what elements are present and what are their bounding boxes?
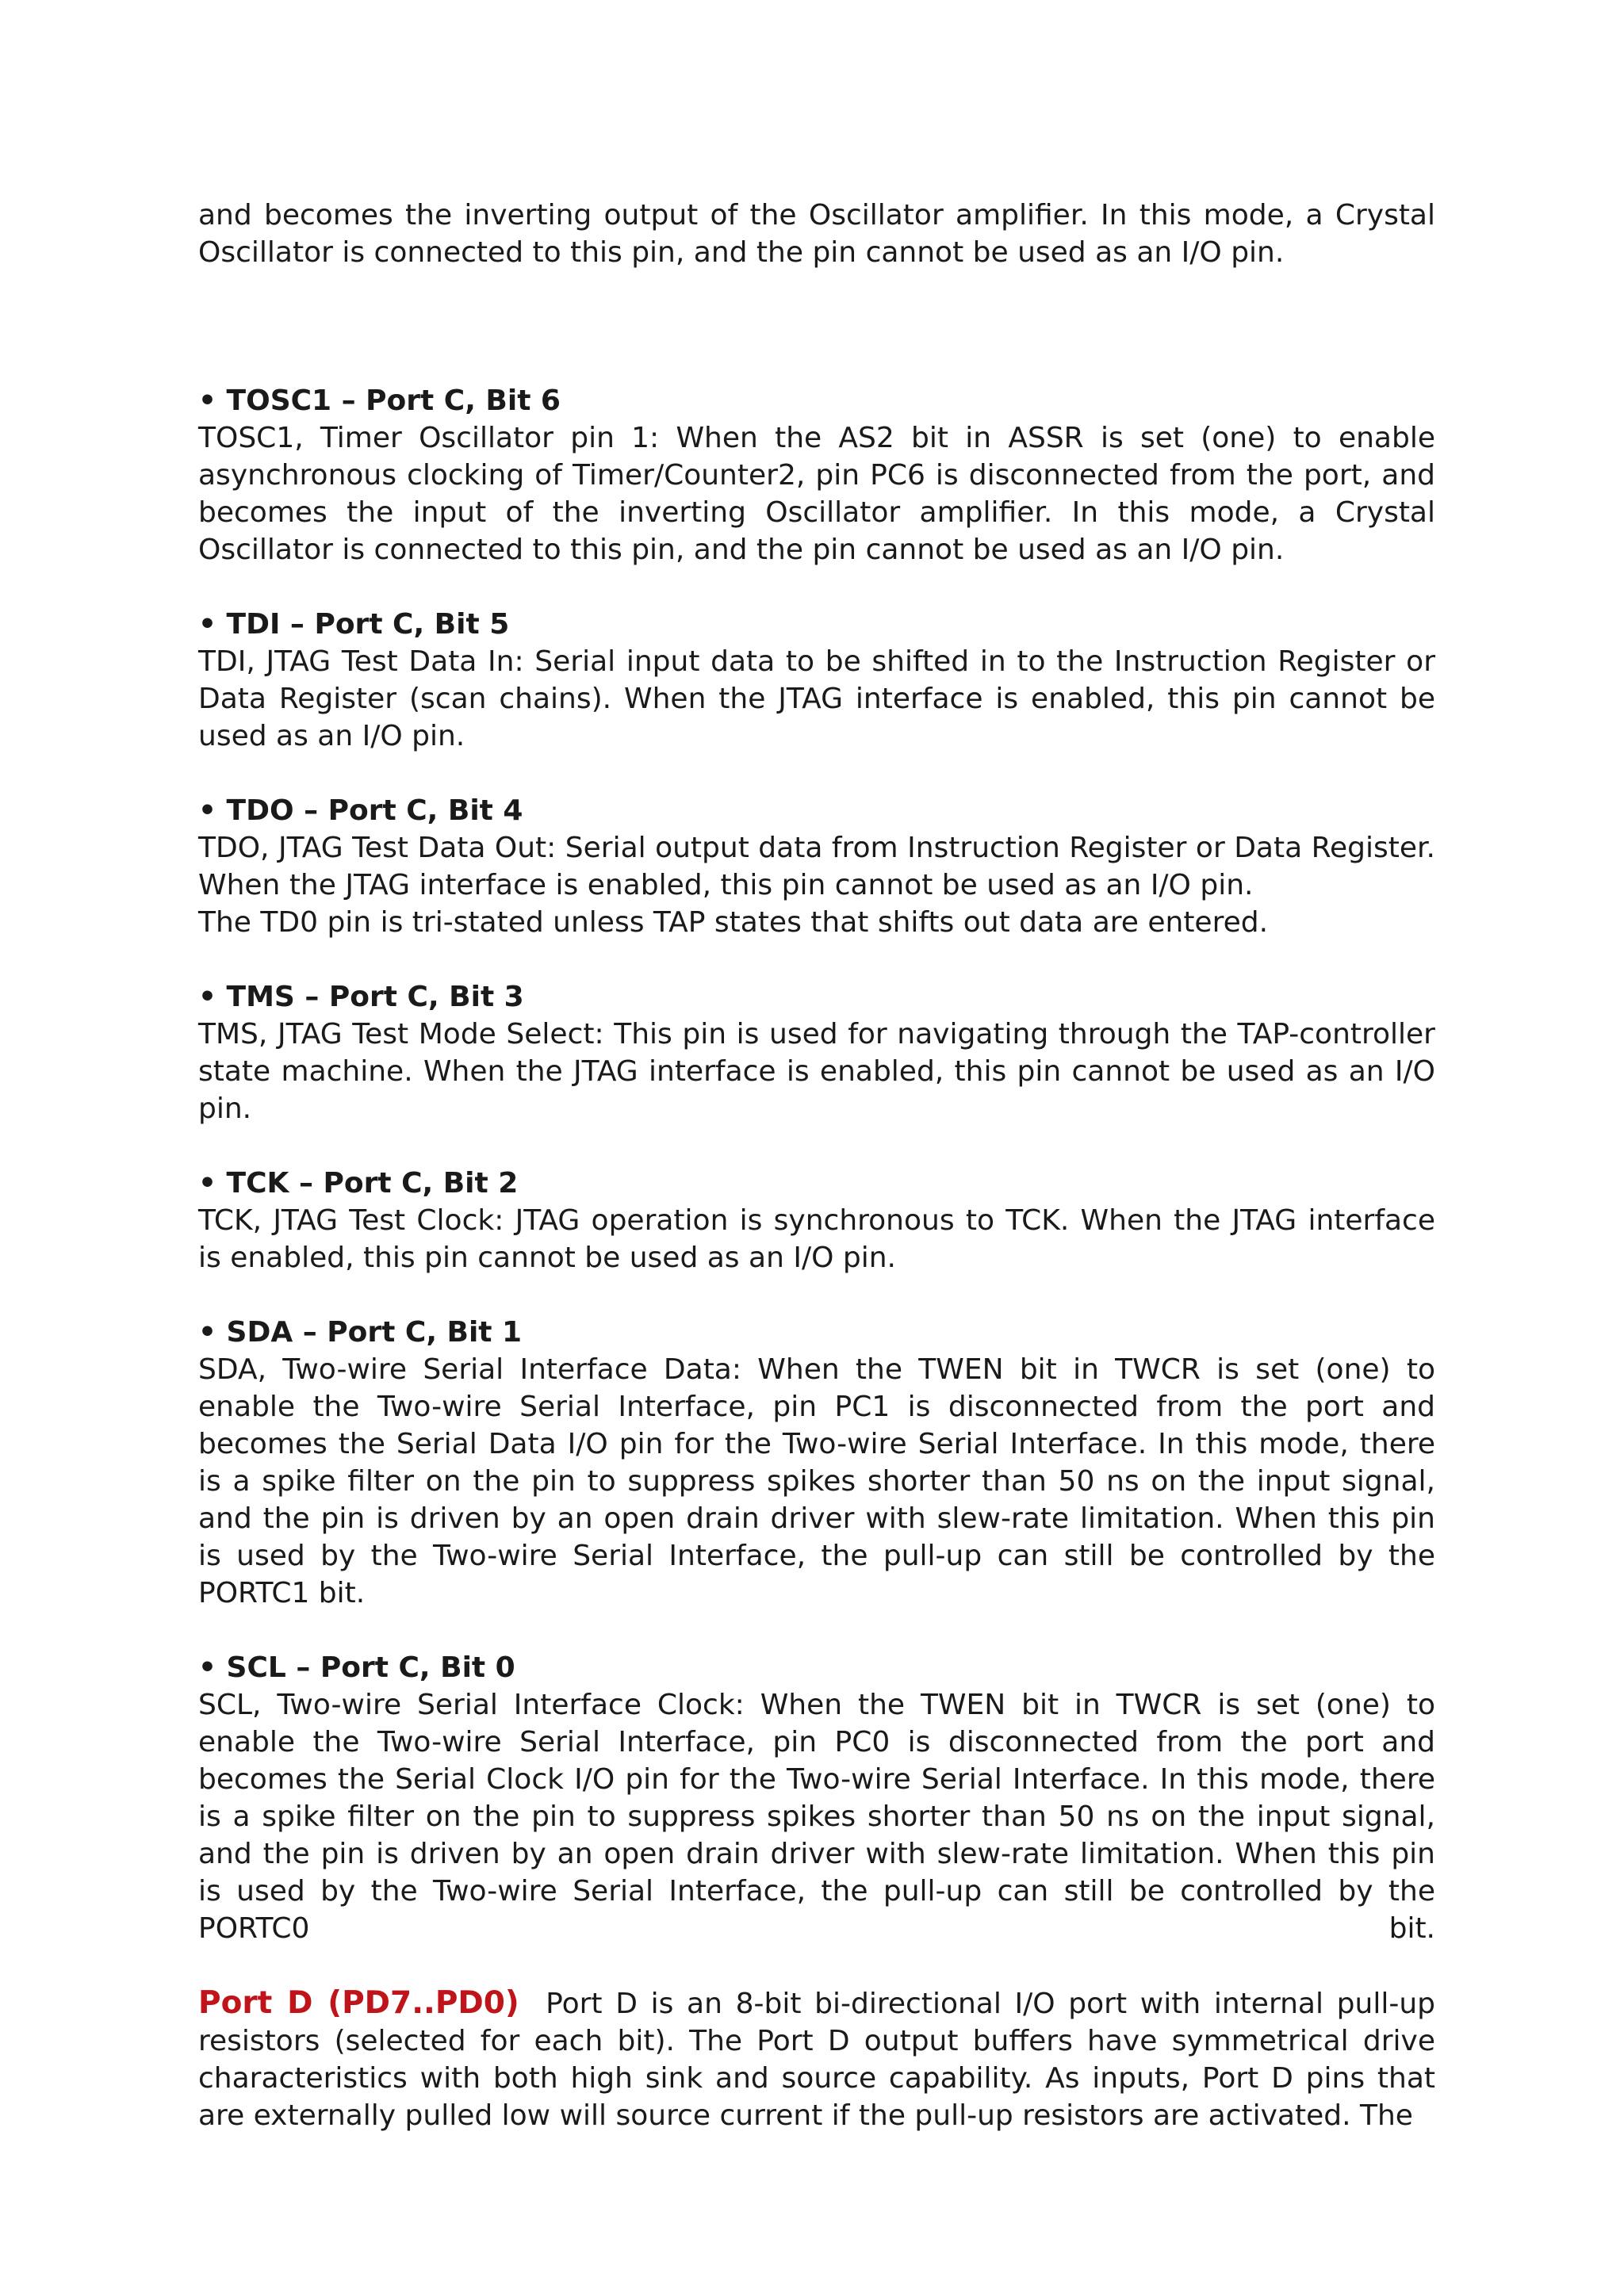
section-body: SCL, Two-wire Serial Interface Clock: When the TWEN bit in TWCR is set (one) to enable the Two-wire Serial Interface, pin PC0 is disconnected from the port and becomes the Serial Clock I/O pin for the Two-wire Serial Interface. In this mode, there is a spike filter on the pin to suppress spikes shorter than 50 ns on the input signal, and the pin is driven by an open drain driver with slew-rate limitation. When this pin is used by the Two-wire Serial Interface, the pull-up can still be controlled by the PORTC0 bit. [198,1689,1435,1945]
section-body: TDO, JTAG Test Data Out: Serial output data from Instruction Register or Data Register. When the JTAG interface is enabled, this pin cannot be used as an I/O pin. [198,832,1435,901]
section-tdi [198,606,1435,755]
section-body: TOSC1, Timer Oscillator pin 1: When the AS2 bit in ASSR is set (one) to enable asynchronous clocking of Timer/Counter2, pin PC6 is disconnected from the port, and becomes the input of the inverting Oscillator amplifier. In this mode, a Crystal Oscillator is connected to this pin, and the pin cannot be used as an I/O pin. [198,422,1435,566]
section-tosc1 [198,382,1435,568]
port-d-body: Port D is an 8-bit bi-directional I/O port with internal pull-up resistors (selected for each bit). The Port D output buffers have symmetrical drive characteristics with both high sink and source capability. As inputs, Port D pins that are externally pulled low will source current if the pull-up resistors are activated. The [198,1988,1436,2132]
section-body: TCK, JTAG Test Clock: JTAG operation is synchronous to TCK. When the JTAG interface is enabled, this pin cannot be used as an I/O pin. [198,1204,1435,1274]
document-page [198,197,1435,2134]
section-body: TMS, JTAG Test Mode Select: This pin is used for navigating through the TAP-controller state machine. When the JTAG interface is enabled, this pin cannot be used as an I/O pin. [198,1018,1435,1125]
section-heading: • TCK – Port C, Bit 2 [198,1167,519,1200]
section-heading: • SCL – Port C, Bit 0 [198,1651,515,1684]
section-body-note: The TD0 pin is tri-stated unless TAP states that shifts out data are entered. [198,906,1269,939]
section-tms [198,978,1435,1127]
section-heading: • SDA – Port C, Bit 1 [198,1316,523,1349]
section-body: TDI, JTAG Test Data In: Serial input data to be shifted in to the Instruction Register or Data Register (scan chains). When the JTAG interface is enabled, this pin cannot be used as an I/O pin. [198,645,1435,752]
section-body: SDA, Two-wire Serial Interface Data: When the TWEN bit in TWCR is set (one) to enable the Two-wire Serial Interface, pin PC1 is disconnected from the port and becomes the Serial Data I/O pin for the Two-wire Serial Interface. In this mode, there is a spike filter on the pin to suppress spikes shorter than 50 ns on the input signal, and the pin is driven by an open drain driver with slew-rate limitation. When this pin is used by the Two-wire Serial Interface, the pull-up can still be controlled by the PORTC1 bit. [198,1353,1435,1609]
section-scl [198,1649,1435,1947]
intro-paragraph: and becomes the inverting output of the Oscillator amplifier. In this mode, a Crystal Oscillator is connected to this pin, and the pin cannot be used as an I/O pin. [198,199,1435,269]
section-heading: • TMS – Port C, Bit 3 [198,981,524,1013]
section-heading: • TDI – Port C, Bit 5 [198,608,510,641]
section-sda [198,1314,1435,1612]
port-d-heading: Port D (PD7..PD0) [198,1985,519,2021]
section-tdo [198,792,1435,941]
section-heading: • TOSC1 – Port C, Bit 6 [198,385,561,417]
port-d-paragraph [198,1984,1435,2134]
section-heading: • TDO – Port C, Bit 4 [198,794,523,827]
section-tck [198,1165,1435,1276]
